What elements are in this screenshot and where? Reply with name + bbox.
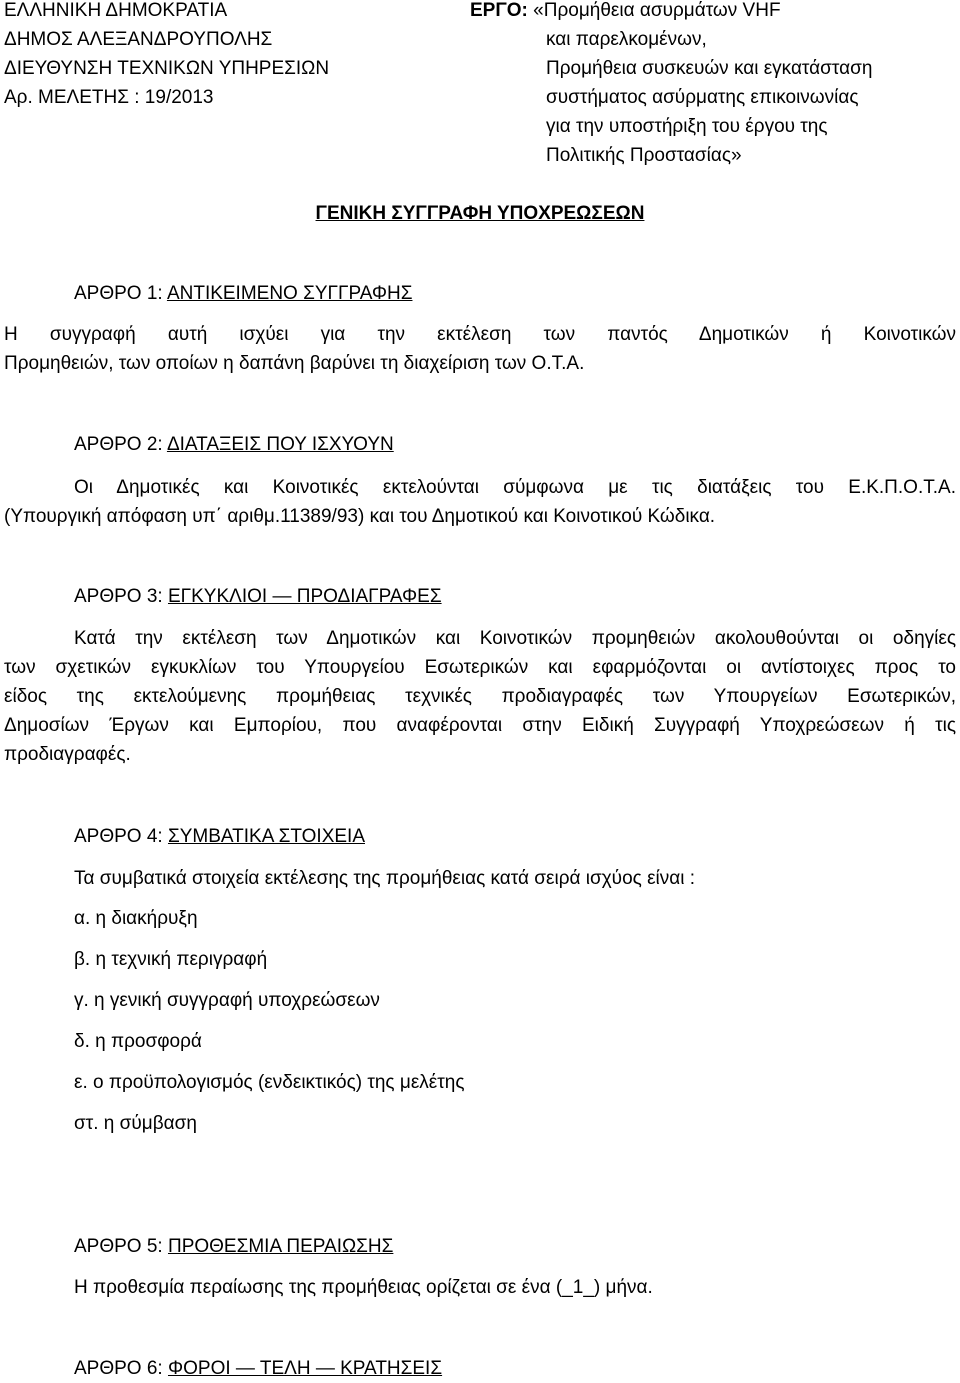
project-line: για την υποστήριξη του έργου της [546,116,828,137]
article-title: ΠΡΟΘΕΣΜΙΑ ΠΕΡΑΙΩΣΗΣ [167,1236,394,1257]
article-title: ΔΙΑΤΑΞΕΙΣ ΠΟΥ ΙΣΧΥΟΥΝ [166,434,394,455]
article-number: ΑΡΘΡΟ 4: [74,826,163,847]
project-line: Πολιτικής Προστασίας» [546,145,742,166]
article-title: ΣΥΜΒΑΤΙΚΑ ΣΤΟΙΧΕΙΑ [167,826,365,847]
header-left-line: Αρ. ΜΕΛΕΤΗΣ : 19/2013 [4,87,214,108]
list-item: α. η διακήρυξη [74,908,198,929]
article-text-line: Η προθεσμία περαίωσης της προμήθειας ορίζεται σε ένα (_1_) μήνα. [74,1277,653,1298]
article-heading [74,282,412,306]
article-heading [74,585,442,609]
article-text-line: Κατά την εκτέλεση των Δημοτικών και Κοινοτικών προμηθειών ακολουθούνται οι οδηγίες [74,628,956,649]
article-heading [74,433,394,457]
project-line: Προμήθεια συσκευών και εγκατάσταση [546,58,873,79]
article-text-line: Οι Δημοτικές και Κοινοτικές εκτελούνται σύμφωνα με τις διατάξεις του Ε.Κ.Π.Ο.Τ.Α. [74,477,956,498]
project-line: συστήματος ασύρματης επικοινωνίας [546,87,859,108]
article-number: ΑΡΘΡΟ 1: [74,283,163,304]
article-heading [74,1357,442,1381]
article-title: ΕΓΚΥΚΛΙΟΙ — ΠΡΟΔΙΑΓΡΑΦΕΣ [167,586,442,607]
article-text-line: Τα συμβατικά στοιχεία εκτέλεσης της προμήθειας κατά σειρά ισχύος είναι : [74,868,696,889]
list-item: β. η τεχνική περιγραφή [74,949,268,970]
article-text-line: (Υπουργική απόφαση υπ΄ αριθμ.11389/93) και του Δημοτικού και Κοινοτικού Κώδικα. [4,506,716,527]
list-item: γ. η γενική συγγραφή υποχρεώσεων [74,990,380,1011]
project-label: ΕΡΓΟ: [470,0,528,21]
article-text-line: Η συγγραφή αυτή ισχύει για την εκτέλεση των παντός Δημοτικών ή Κοινοτικών [4,324,956,345]
article-text-line: Προμηθειών, των οποίων η δαπάνη βαρύνει τη διαχείριση των Ο.Τ.Α. [4,353,585,374]
article-number: ΑΡΘΡΟ 2: [74,434,163,455]
list-item: ε. ο προϋπολογισμός (ενδεικτικός) της μελέτης [74,1072,465,1093]
article-heading [74,1235,393,1259]
list-item: στ. η σύμβαση [74,1113,197,1134]
article-title: ΑΝΤΙΚΕΙΜΕΝΟ ΣΥΓΓΡΑΦΗΣ [166,283,413,304]
article-number: ΑΡΘΡΟ 6: [74,1358,163,1379]
article-title: ΦΟΡΟΙ — ΤΕΛΗ — ΚΡΑΤΗΣΕΙΣ [167,1358,443,1379]
article-text-line: των σχετικών εγκυκλίων του Υπουργείου Εσωτερικών και εφαρμόζονται οι αντίστοιχες προς το [4,657,956,678]
list-item: δ. η προσφορά [74,1031,202,1052]
document-title: ΓΕΝΙΚΗ ΣΥΓΓΡΑΦΗ ΥΠΟΧΡΕΩΣΕΩΝ [315,203,645,224]
article-text-line: είδος της εκτελούμενης προμήθειας τεχνικές προδιαγραφές των Υπουργείων Εσωτερικών, [4,686,956,707]
article-text-line: προδιαγραφές. [4,744,131,765]
header-left-line: ΔΙΕΥΘΥΝΣΗ ΤΕΧΝΙΚΩΝ ΥΠΗΡΕΣΙΩΝ [4,58,330,79]
project-line: και παρελκομένων, [546,29,707,50]
header-left-line: ΕΛΛΗΝΙΚΗ ΔΗΜΟΚΡΑΤΙΑ [4,0,228,21]
project-line: «Προμήθεια ασυρμάτων VHF [533,0,781,21]
article-number: ΑΡΘΡΟ 5: [74,1236,163,1257]
article-text-line: Δημοσίων Έργων και Εμπορίου, που αναφέρονται στην Ειδική Συγγραφή Υποχρεώσεων ή τις [4,715,956,736]
article-number: ΑΡΘΡΟ 3: [74,586,163,607]
header-left-line: ΔΗΜΟΣ ΑΛΕΞΑΝΔΡΟΥΠΟΛΗΣ [4,29,273,50]
article-heading [74,825,365,849]
